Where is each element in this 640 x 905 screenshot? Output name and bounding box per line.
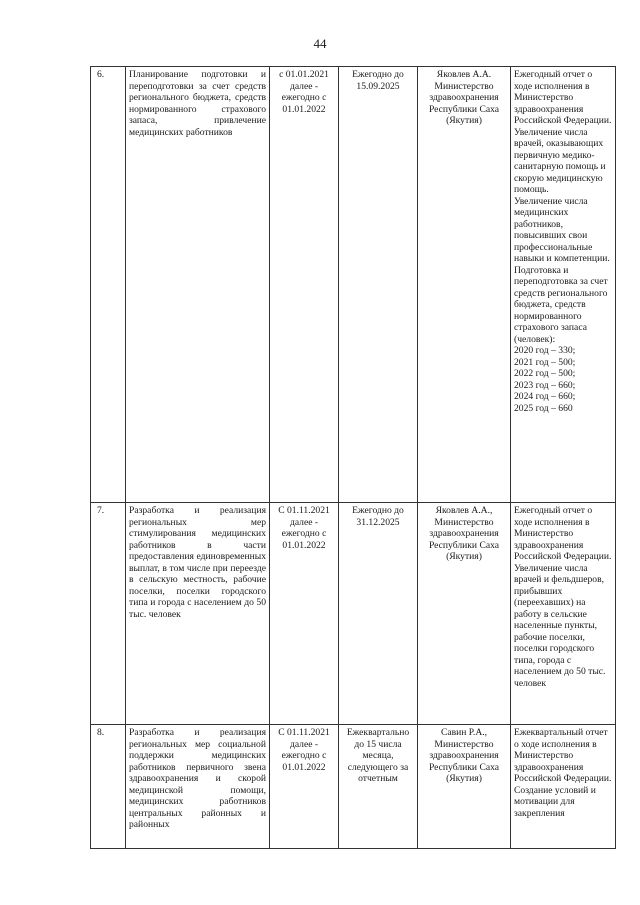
page-number: 44 <box>313 36 327 51</box>
start-date: с 01.01.2021 далее - ежегодно с 01.01.2022 <box>270 67 339 503</box>
result-line: Увеличение числа врачей, оказывающих первичную медико-санитарную помощь и скорую медицинскую помощь. <box>514 126 606 195</box>
row-number: 7. <box>91 503 126 725</box>
result-line: Подготовка и переподготовка за счет средств регионального бюджета, средств нормированного страхового запаса (человек): <box>514 264 608 345</box>
result-line: 2025 год – 660 <box>514 402 573 414</box>
measure-name: Планирование подготовки и переподготовки за счет средств регионального бюджета, средств нормированного страхового запаса, привлечение медицинских работников <box>126 67 270 503</box>
table-row <box>91 503 616 725</box>
responsible: Яковлев А.А., Министерство здравоохранения Республики Саха (Якутия) <box>418 503 511 725</box>
expected-result <box>511 725 616 849</box>
responsible: Савин Р.А., Министерство здравоохранения Республики Саха (Якутия) <box>418 725 511 849</box>
result-line: Увеличение числа медицинских работников, повысивших свои профессиональные навыки и компетенции. <box>514 195 610 264</box>
result-line: Ежегодный отчет о ходе исполнения в Министерство здравоохранения Российской Федерации. <box>514 505 612 562</box>
responsible: Яковлев А.А. Министерство здравоохранения Республики Саха (Якутия) <box>418 67 511 503</box>
measures-table <box>90 66 616 849</box>
deadline: Ежегодно до 31.12.2025 <box>339 503 418 725</box>
result-line: Ежегодный отчет о ходе исполнения в Министерство здравоохранения Российской Федерации. <box>514 69 612 126</box>
row-number: 8. <box>91 725 126 849</box>
measure-name: Разработка и реализация региональных мер социальной поддержки медицинских работников первичного звена здравоохранения и скорой медицинской помощи, медицинских работников центральных районных и районных <box>126 725 270 849</box>
expected-result <box>511 503 616 725</box>
table-row <box>91 725 616 849</box>
expected-result <box>511 67 616 503</box>
result-line: 2020 год – 330; <box>514 345 576 356</box>
measure-name: Разработка и реализация региональных мер стимулирования медицинских работников в части предоставления единовременных выплат, в том числе при переезде в сельскую местность, рабочие поселки, поселки городского типа и города с населением до 50 тыс. человек <box>126 503 270 725</box>
row-number: 6. <box>91 67 126 503</box>
result-line: Ежеквартальный отчет о ходе исполнения в Министерство здравоохранения Российской Федерации. <box>514 727 612 784</box>
start-date: С 01.11.2021 далее - ежегодно с 01.01.2022 <box>270 725 339 849</box>
deadline: Ежегодно до 15.09.2025 <box>339 67 418 503</box>
result-line: Увеличение числа врачей и фельдшеров, прибывших (переехавших) на работу в сельские населенные пункты, рабочие поселки, поселки городского типа, города с населением до 50 тыс. человек <box>514 562 606 689</box>
start-date: С 01.11.2021 далее - ежегодно с 01.01.2022 <box>270 503 339 725</box>
result-line: 2023 год – 660; <box>514 379 576 391</box>
result-line: 2021 год – 500; <box>514 356 576 368</box>
result-line: 2022 год – 500; <box>514 368 576 379</box>
result-line: Создание условий и мотивации для закрепления <box>514 784 596 819</box>
table-row <box>91 67 616 503</box>
result-line: 2024 год – 660; <box>514 391 576 402</box>
deadline: Ежеквартально до 15 числа месяца, следующего за отчетным <box>339 725 418 849</box>
